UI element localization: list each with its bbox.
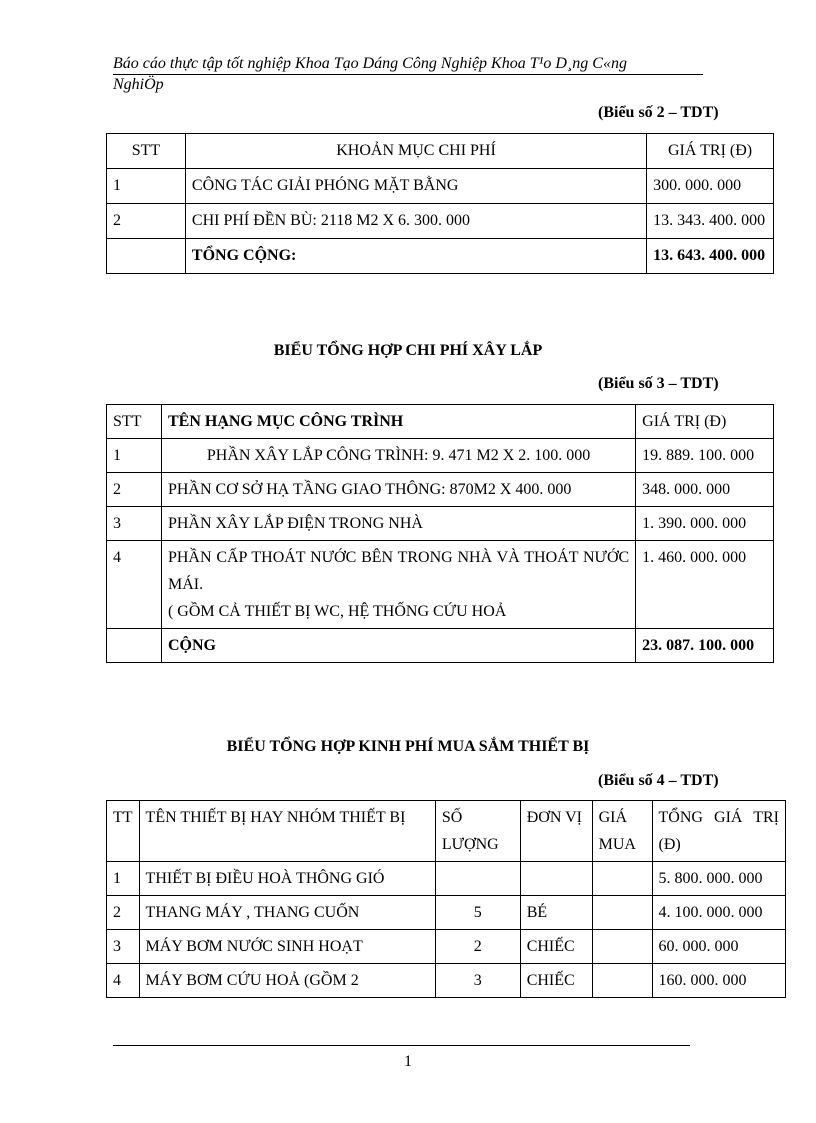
cell-unit: CHIẾC: [520, 930, 592, 964]
page-number: 1: [404, 1053, 412, 1070]
cell-name: MÁY BƠM CỨU HOẢ (GỒM 2: [139, 964, 435, 998]
header-unit: ĐƠN VỊ: [520, 801, 592, 862]
page-header: [113, 54, 723, 95]
table-row: [107, 507, 774, 541]
cell-tt: 3: [107, 930, 140, 964]
cell-stt: 1: [107, 169, 186, 204]
header-value: GIÁ TRỊ (Đ): [647, 134, 774, 169]
header-item: TÊN HẠNG MỤC CÔNG TRÌNH: [161, 405, 635, 439]
cell-value: 1. 390. 000. 000: [636, 507, 774, 541]
cell-item-line-1: PHẦN CẤP THOÁT NƯỚC BÊN TRONG NHÀ VÀ THOÁT NƯỚC MÁI.: [167, 549, 630, 593]
header-total: TỔNG GIÁ TRỊ (Đ): [652, 801, 785, 862]
cell-stt: 2: [107, 204, 186, 239]
cell-item-line-2: ( GỒM CẢ THIẾT BỊ WC, HỆ THỐNG CỨU HOẢ: [167, 603, 507, 620]
cell-name: MÁY BƠM NƯỚC SINH HOẠT: [139, 930, 435, 964]
header-item: KHOẢN MỤC CHI PHÍ: [185, 134, 646, 169]
table-row: [107, 473, 774, 507]
table-header-row: [107, 134, 774, 169]
header-price: GIÁ MUA: [592, 801, 652, 862]
header-name: TÊN THIẾT BỊ HAY NHÓM THIẾT BỊ: [139, 801, 435, 862]
cell-stt: 1: [107, 439, 162, 473]
header-tt: TT: [107, 801, 140, 862]
header-line-2: NghiÖp: [113, 76, 164, 93]
cell-item-multiline: [161, 541, 635, 629]
table3-caption: (Biểu số 3 – TDT): [598, 375, 719, 392]
table-total-row: [107, 629, 774, 663]
cell-value: 19. 889. 100. 000: [636, 439, 774, 473]
cost-table-3: [106, 404, 774, 663]
cell-price: [592, 964, 652, 998]
header-stt: STT: [107, 405, 162, 439]
cell-qty: 2: [435, 930, 520, 964]
cell-qty: [435, 862, 520, 896]
equipment-table-4: [106, 800, 786, 998]
table2-caption: (Biểu số 2 – TDT): [598, 104, 719, 121]
table-row: [107, 541, 774, 629]
total-label: TỔNG CỘNG:: [185, 239, 646, 274]
table-row: [107, 169, 774, 204]
header-qty: SỐ LƯỢNG: [435, 801, 520, 862]
total-label: CỘNG: [161, 629, 635, 663]
cell-item: CHI PHÍ ĐỀN BÙ: 2118 M2 X 6. 300. 000: [185, 204, 646, 239]
cell-name: THIẾT BỊ ĐIỀU HOÀ THÔNG GIÓ: [139, 862, 435, 896]
cell-value: 348. 000. 000: [636, 473, 774, 507]
table-row: [107, 930, 786, 964]
cell-qty: 5: [435, 896, 520, 930]
table-row: [107, 896, 786, 930]
table-row: [107, 964, 786, 998]
cell-total: 160. 000. 000: [652, 964, 785, 998]
total-value: 23. 087. 100. 000: [636, 629, 774, 663]
cell-total: 4. 100. 000. 000: [652, 896, 785, 930]
cell-value: 13. 343. 400. 000: [647, 204, 774, 239]
cost-table-2: [106, 133, 774, 274]
cell-item: PHẦN CƠ SỞ HẠ TẦNG GIAO THÔNG: 870M2 X 400. 000: [161, 473, 635, 507]
header-stt: STT: [107, 134, 186, 169]
table4-heading: BIỂU TỔNG HỢP KINH PHÍ MUA SẮM THIẾT BỊ: [226, 738, 590, 755]
cell-unit: CHIẾC: [520, 964, 592, 998]
cell-price: [592, 930, 652, 964]
table-header-row: [107, 405, 774, 439]
footer-divider: [113, 1045, 690, 1046]
header-value: GIÁ TRỊ (Đ): [636, 405, 774, 439]
cell-stt: 2: [107, 473, 162, 507]
table-header-row: [107, 801, 786, 862]
cell-price: [592, 862, 652, 896]
cell-stt: 4: [107, 541, 162, 629]
table3-heading: BIỂU TỔNG HỢP CHI PHÍ XÂY LẮP: [273, 342, 543, 359]
cell-unit: [520, 862, 592, 896]
cell-total: 60. 000. 000: [652, 930, 785, 964]
cell-item: CÔNG TÁC GIẢI PHÓNG MẶT BẰNG: [185, 169, 646, 204]
cell-stt-empty: [107, 629, 162, 663]
cell-value: 1. 460. 000. 000: [636, 541, 774, 629]
cell-item: PHẦN XÂY LẮP CÔNG TRÌNH: 9. 471 M2 X 2. 100. 000: [161, 439, 635, 473]
table-total-row: [107, 239, 774, 274]
cell-total: 5. 800. 000. 000: [652, 862, 785, 896]
cell-name: THANG MÁY , THANG CUỐN: [139, 896, 435, 930]
cell-tt: 2: [107, 896, 140, 930]
header-line-1: Báo cáo thực tập tốt nghiệp Khoa Tạo Dáng Công Nghiệp Khoa T¹o D¸ng C«ng: [113, 54, 703, 75]
table-row: [107, 204, 774, 239]
cell-stt: 3: [107, 507, 162, 541]
table-row: [107, 439, 774, 473]
cell-price: [592, 896, 652, 930]
total-value: 13. 643. 400. 000: [647, 239, 774, 274]
cell-item: PHẦN XÂY LẮP ĐIỆN TRONG NHÀ: [161, 507, 635, 541]
cell-tt: 1: [107, 862, 140, 896]
cell-value: 300. 000. 000: [647, 169, 774, 204]
cell-stt-empty: [107, 239, 186, 274]
table4-caption: (Biểu số 4 – TDT): [598, 772, 719, 789]
cell-tt: 4: [107, 964, 140, 998]
table-row: [107, 862, 786, 896]
cell-unit: BÉ: [520, 896, 592, 930]
cell-qty: 3: [435, 964, 520, 998]
